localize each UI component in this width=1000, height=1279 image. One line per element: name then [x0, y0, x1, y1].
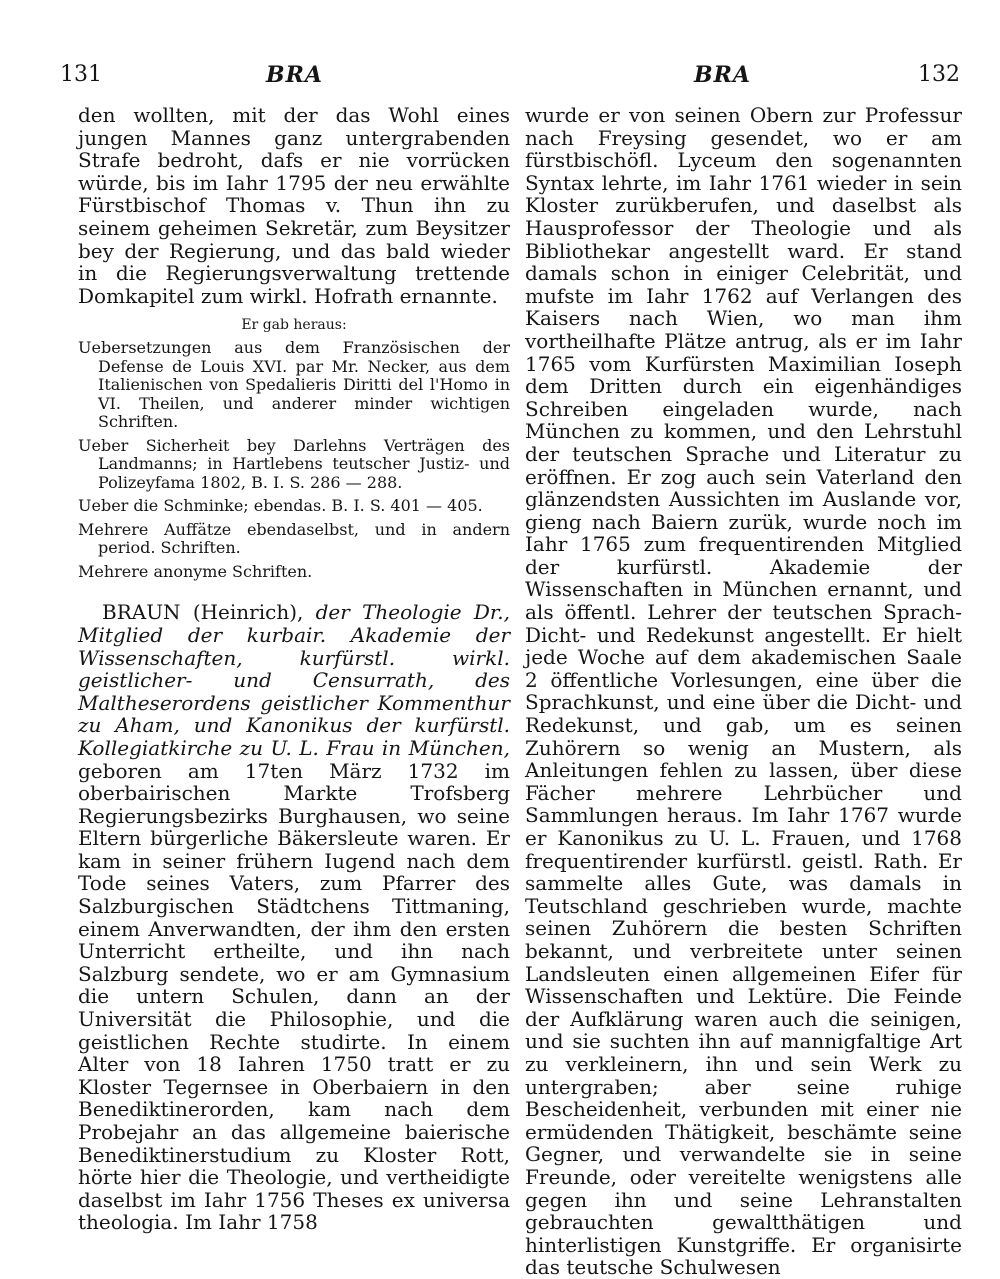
works-list-item: Uebersetzungen aus dem Französischen der Defense de Louis XVI. par Mr. Necker, aus dem Italienischen von Spedalieris Diritti del l'Homo in VI. Theilen, und anderer minder wichtigen Schriften.	[78, 338, 510, 432]
biography-entry	[78, 601, 510, 1234]
works-list-item: Mehrere anonyme Schriften.	[78, 561, 313, 581]
works-list-item: Ueber Sicherheit bey Darlehns Verträgen des Landmanns; in Hartlebens teutscher Justiz- und Polizeyfama 1802, B. I. S. 286 — 288.	[78, 435, 510, 492]
left-column	[78, 104, 510, 1234]
continued-paragraph: den wollten, mit der das Wohl eines jungen Mannes ganz untergrabenden Strafe bedroht, dafs er nie vorrücken würde, bis im Iahr 1795 der neu erwählte Fürstbischof Thomas v. Thun ihn zu seinem geheimen Sekretär, zum Beysitzer bey der Regierung, und das bald wieder in die Regierungsverwaltung trettende Domkapitel zum wirkl. Hofrath ernannte.	[78, 103, 510, 308]
entry-given-name: (Heinrich),	[192, 600, 304, 625]
right-column-text: wurde er von seinen Obern zur Professur nach Freysing gesendet, wo er am fürstbischöfl. Lyceum den sogenannten Syntax lehrte, im Iahr 1761 wieder in sein Kloster zurükberufen, und daselbst als Hausprofessor der Theologie und als Bibliothekar angestellt ward. Er stand damals schon in einiger Celebrität, und mufste im Iahr 1762 auf Verlangen des Kaisers nach Wien, wo man ihm vortheilhafte Plätze antrug, als er im Iahr 1765 vom Kurfürsten Maximilian Ioseph dem Dritten durch ein eigenhändiges Schreiben eingeladen wurde, nach München zu kommen, und den Lehrstuhl der teutschen Sprache und Literatur zu eröffnen. Er zog auch sein Vaterland den glänzendsten Aussichten im Auslande vor, gieng nach Baiern zurük, wurde noch im Iahr 1765 zum frequentirenden Mitglied der kurfürstl. Akademie der Wissenschaften in München ernannt, und als öffentl. Lehrer der teutschen Sprach- Dicht- und Redekunst angestellt. Er hielt jede Woche auf dem akademischen Saale 2 öffentliche Vorlesungen, eine über die Sprachkunst, und eine über die Dicht- und Redekunst, und gab, um es seinen Zuhörern so wenig an Mustern, als Anleitungen fehlen zu lassen, über diese Fächer mehrere Lehrbücher und Sammlungen heraus. Im Iahr 1767 wurde er Kanonikus zu U. L. Frauen, und 1768 frequentirender kurfürstl. geistl. Rath. Er sammelte alles Gute, was damals in Teutschland geschrieben wurde, machte seinen Zuhörern die besten Schriften bekannt, und verbreitete unter seinen Landsleuten einen allgemeinen Eifer für Wissenschaften und Lektüre. Die Feinde der Aufklärung waren auch die seinigen, und sie suchten ihn auf mannigfaltige Art zu verkleinern, ihn und sein Werk zu untergraben; aber seine ruhige Bescheidenheit, verbunden mit einer nie ermüdenden Thätigkeit, beschämte seine Gegner, und verwandelte sie in seine Freunde, oder vereitelte wenigstens alle gegen ihn und seine Lehranstalten gebrauchten gewaltthätigen und hinterlistigen Kunstgriffe. Er organisirte das teutsche Schulwesen	[525, 103, 962, 1279]
works-heading: Er gab heraus:	[241, 317, 347, 334]
running-head-left: BRA	[266, 62, 323, 88]
entry-titles: der Theologie Dr., Mitglied der kurbair. Akademie der Wissenschaften, kurfürstl. wirkl. geistlicher- und Censurrath, des Maltheserordens geistlicher Kommenthur zu Aham, und Kanonikus der kurfürstl. Kollegiatkirche zu U. L. Frau in München,	[78, 600, 510, 760]
entry-name: BRAUN	[102, 600, 181, 625]
page-number-right: 132	[918, 62, 960, 87]
entry-text: geboren am 17ten März 1732 im oberbairischen Markte Trofsberg Regierungsbezirks Burghausen, wo seine Eltern bürgerliche Bäkersleute waren. Er kam in seiner frühern Iugend nach dem Tode seines Vaters, zum Pfarrer des Salzburgischen Städtchens Tittmaning, einem Anverwandten, der ihm den ersten Unterricht ertheilte, und ihn nach Salzburg sendete, wo er am Gymnasium die untern Schulen, dann an der Universität die Philosophie, und die geistlichen Rechte studirte. In einem Alter von 18 Iahren 1750 tratt er zu Kloster Tegernsee in Oberbaiern in den Benediktinerorden, kam nach dem Probejahr an das allgemeine baierische Benediktinerstudium zu Kloster Rott, hörte hier die Theologie, und vertheidigte daselbst im Iahr 1756 Theses ex universa theologia. Im Iahr 1758	[78, 758, 510, 1235]
running-head-right: BRA	[694, 62, 751, 88]
works-list-item: Mehrere Auffätze ebendaselbst, und in andern period. Schriften.	[78, 519, 510, 558]
page-number-left: 131	[60, 62, 102, 87]
page-header	[0, 62, 1000, 94]
works-list	[78, 339, 510, 581]
right-column	[525, 104, 962, 1279]
works-list-item: Ueber die Schminke; ebendas. B. I. S. 401 — 405.	[78, 496, 483, 516]
